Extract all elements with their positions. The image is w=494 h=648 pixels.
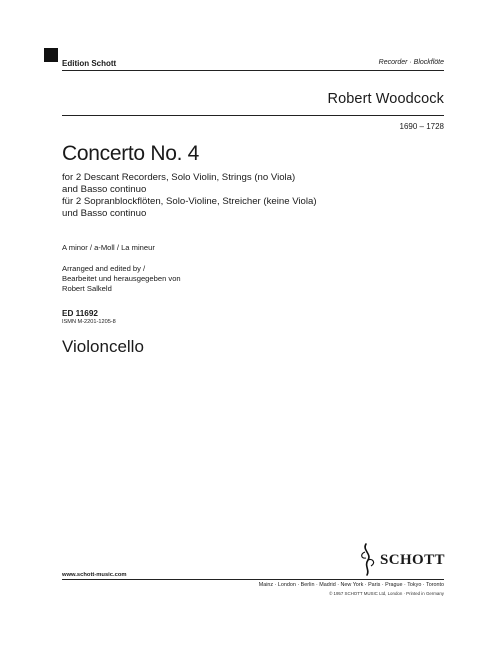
- scoring-line-4: und Basso continuo: [62, 208, 147, 219]
- scoring-line-1: for 2 Descant Recorders, Solo Violin, Strings (no Viola): [62, 172, 296, 183]
- series-name: Edition Schott: [62, 59, 117, 68]
- work-title: Concerto No. 4: [62, 142, 200, 165]
- key-signature: A minor / a-Moll / La mineur: [62, 243, 155, 252]
- editor-name: Robert Salkeld: [62, 284, 112, 293]
- instrument-header: Recorder · Blockflöte: [378, 59, 444, 66]
- publisher-cities: Mainz · London · Berlin · Madrid · New York · Paris · Prague · Tokyo · Toronto: [258, 582, 444, 588]
- composer-rule: [62, 115, 444, 116]
- copyright: © 1957 SCHOTT MUSIC Ltd, London · Printed in Germany: [329, 591, 444, 596]
- header-rule: [62, 70, 444, 71]
- publisher-logo-text: SCHOTT: [380, 552, 445, 568]
- editor-line-1: Arranged and edited by /: [62, 264, 146, 273]
- footer-rule: [62, 579, 444, 580]
- edition-number: ED 11692: [62, 309, 98, 318]
- ismn: ISMN M-2201-1205-8: [62, 319, 116, 325]
- scoring-line-3: für 2 Sopranblockflöten, Solo-Violine, Streicher (keine Viola): [62, 196, 317, 207]
- part-name: Violoncello: [62, 337, 144, 356]
- composer-name: Robert Woodcock: [327, 91, 444, 107]
- editor-line-2: Bearbeitet und herausgegeben von: [62, 274, 181, 283]
- publisher-url[interactable]: www.schott-music.com: [62, 572, 127, 578]
- composer-dates: 1690 – 1728: [399, 122, 444, 131]
- edition-schott-mark: [44, 48, 58, 62]
- scoring-line-2: and Basso continuo: [62, 184, 147, 195]
